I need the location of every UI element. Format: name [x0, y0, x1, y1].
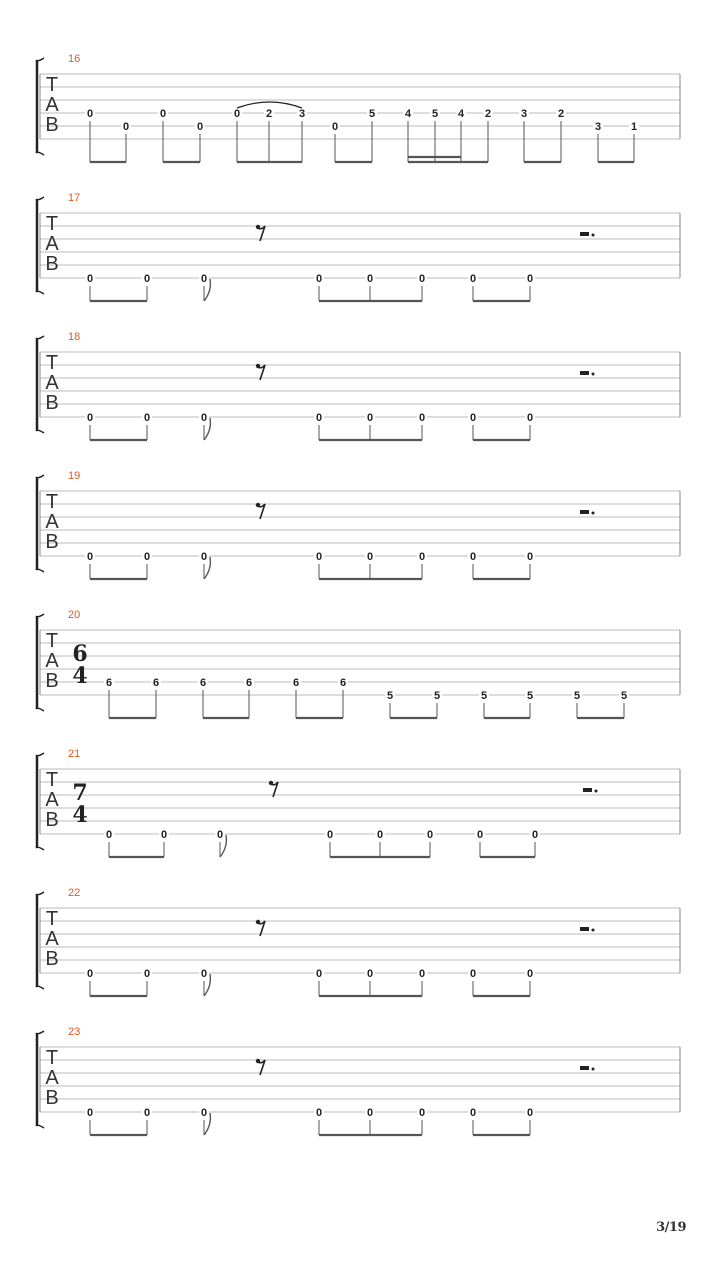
bracket-top-hook — [36, 197, 44, 200]
fret-number: 0 — [366, 273, 374, 285]
fret-number: 0 — [315, 273, 323, 285]
fret-number: 6 — [105, 677, 113, 689]
bracket-bottom-hook — [36, 708, 44, 711]
fret-number: 0 — [86, 551, 94, 563]
tab-clef-letter: T — [45, 1047, 59, 1069]
fret-number: 5 — [368, 108, 376, 120]
fret-number: 0 — [526, 1107, 534, 1119]
fret-number: 5 — [573, 690, 581, 702]
tab-clef-letter: B — [45, 392, 59, 414]
tab-clef-letter: T — [45, 630, 59, 652]
fret-number: 6 — [292, 677, 300, 689]
fret-number: 5 — [620, 690, 628, 702]
rest-dot — [592, 1068, 595, 1071]
fret-number: 0 — [376, 829, 384, 841]
tab-clef-letter: A — [45, 94, 59, 116]
tab-clef-letter: B — [45, 253, 59, 275]
fret-number: 0 — [160, 829, 168, 841]
tab-clef-letter: A — [45, 650, 59, 672]
measure-number: 21 — [68, 748, 81, 760]
fret-number: 0 — [418, 968, 426, 980]
bracket-top-hook — [36, 475, 44, 478]
fret-number: 0 — [143, 551, 151, 563]
fret-number: 0 — [159, 108, 167, 120]
bracket-bottom-hook — [36, 1125, 44, 1128]
bracket-top-hook — [36, 892, 44, 895]
rest-dot — [592, 234, 595, 237]
fret-number: 2 — [484, 108, 492, 120]
bracket-bottom-hook — [36, 430, 44, 433]
tab-clef-letter: A — [45, 233, 59, 255]
fret-number: 0 — [315, 551, 323, 563]
fret-number: 0 — [315, 1107, 323, 1119]
eighth-rest-dot — [269, 781, 273, 785]
tab-clef-letter: A — [45, 789, 59, 811]
eighth-rest-dot — [256, 1059, 260, 1063]
fret-number: 0 — [366, 551, 374, 563]
bracket-bottom-hook — [36, 569, 44, 572]
tab-clef-letter: B — [45, 531, 59, 553]
fret-number: 0 — [122, 121, 130, 133]
eighth-rest-dot — [256, 503, 260, 507]
time-signature-top: 7 — [72, 780, 88, 806]
tab-clef-letter: B — [45, 809, 59, 831]
fret-number: 2 — [557, 108, 565, 120]
fret-number: 0 — [315, 412, 323, 424]
fret-number: 0 — [476, 829, 484, 841]
fret-number: 0 — [200, 412, 208, 424]
rest-dot — [592, 512, 595, 515]
fret-number: 0 — [143, 1107, 151, 1119]
fret-number: 0 — [216, 829, 224, 841]
half-rest — [580, 371, 589, 375]
fret-number: 4 — [404, 108, 412, 120]
tab-clef-letter: A — [45, 372, 59, 394]
fret-number: 0 — [143, 968, 151, 980]
fret-number: 0 — [196, 121, 204, 133]
fret-number: 0 — [366, 1107, 374, 1119]
fret-number: 0 — [143, 273, 151, 285]
measure-number: 17 — [68, 192, 81, 204]
fret-number: 0 — [233, 108, 241, 120]
eighth-rest-dot — [256, 364, 260, 368]
fret-number: 5 — [431, 108, 439, 120]
fret-number: 0 — [143, 412, 151, 424]
fret-number: 0 — [366, 412, 374, 424]
tab-clef-letter: B — [45, 1087, 59, 1109]
measure-number: 22 — [68, 887, 81, 899]
fret-number: 1 — [630, 121, 638, 133]
tab-system-20 — [36, 609, 680, 718]
fret-number: 0 — [469, 968, 477, 980]
measure-number: 19 — [68, 470, 81, 482]
fret-number: 6 — [199, 677, 207, 689]
measure-number: 18 — [68, 331, 81, 343]
tab-clef-letter: T — [45, 769, 59, 791]
time-signature-bottom: 4 — [72, 663, 88, 689]
tab-clef-letter: T — [45, 908, 59, 930]
fret-number: 0 — [469, 273, 477, 285]
fret-number: 6 — [152, 677, 160, 689]
tab-system-19 — [36, 470, 680, 579]
fret-number: 3 — [520, 108, 528, 120]
fret-number: 0 — [200, 273, 208, 285]
tab-system-21 — [36, 748, 680, 857]
fret-number: 0 — [526, 273, 534, 285]
fret-number: 0 — [86, 273, 94, 285]
tab-clef-letter: T — [45, 213, 59, 235]
half-rest — [583, 788, 592, 792]
fret-number: 0 — [200, 968, 208, 980]
bracket-bottom-hook — [36, 847, 44, 850]
fret-number: 0 — [86, 412, 94, 424]
tab-clef-letter: B — [45, 114, 59, 136]
bracket-bottom-hook — [36, 986, 44, 989]
fret-number: 0 — [105, 829, 113, 841]
measure-number: 20 — [68, 609, 81, 621]
fret-number: 0 — [86, 1107, 94, 1119]
fret-number: 5 — [386, 690, 394, 702]
measure-number: 16 — [68, 53, 81, 65]
fret-number: 0 — [331, 121, 339, 133]
fret-number: 0 — [526, 968, 534, 980]
fret-number: 0 — [469, 551, 477, 563]
eighth-rest-dot — [256, 920, 260, 924]
tab-clef-letter: B — [45, 670, 59, 692]
fret-number: 3 — [298, 108, 306, 120]
rest-dot — [595, 790, 598, 793]
fret-number: 0 — [469, 1107, 477, 1119]
tab-clef-letter: T — [45, 74, 59, 96]
fret-number: 6 — [245, 677, 253, 689]
bracket-bottom-hook — [36, 152, 44, 155]
page-number: 3/19 — [656, 1220, 686, 1235]
half-rest — [580, 1066, 589, 1070]
rest-dot — [592, 373, 595, 376]
fret-number: 0 — [86, 108, 94, 120]
bracket-bottom-hook — [36, 291, 44, 294]
tab-clef-letter: T — [45, 352, 59, 374]
fret-number: 0 — [526, 412, 534, 424]
fret-number: 0 — [326, 829, 334, 841]
bracket-top-hook — [36, 336, 44, 339]
fret-number: 5 — [480, 690, 488, 702]
bracket-top-hook — [36, 753, 44, 756]
time-signature-top: 6 — [72, 641, 88, 667]
fret-number: 0 — [418, 273, 426, 285]
fret-number: 0 — [418, 1107, 426, 1119]
tab-system-18 — [36, 331, 680, 440]
bracket-top-hook — [36, 1031, 44, 1034]
eighth-rest-dot — [256, 225, 260, 229]
fret-number: 3 — [594, 121, 602, 133]
tab-system-22 — [36, 887, 680, 996]
tab-clef-letter: A — [45, 511, 59, 533]
fret-number: 0 — [531, 829, 539, 841]
tab-clef-letter: A — [45, 1067, 59, 1089]
fret-number: 5 — [526, 690, 534, 702]
rest-dot — [592, 929, 595, 932]
tab-system-23 — [36, 1026, 680, 1135]
fret-number: 0 — [426, 829, 434, 841]
fret-number: 0 — [366, 968, 374, 980]
fret-number: 6 — [339, 677, 347, 689]
fret-number: 0 — [86, 968, 94, 980]
fret-number: 0 — [469, 412, 477, 424]
fret-number: 0 — [418, 551, 426, 563]
half-rest — [580, 510, 589, 514]
measure-number: 23 — [68, 1026, 81, 1038]
time-signature-bottom: 4 — [72, 802, 88, 828]
fret-number: 0 — [315, 968, 323, 980]
tab-system-16 — [36, 53, 680, 162]
fret-number: 0 — [418, 412, 426, 424]
bracket-top-hook — [36, 58, 44, 61]
tab-clef-letter: T — [45, 491, 59, 513]
fret-number: 5 — [433, 690, 441, 702]
fret-number: 4 — [457, 108, 465, 120]
half-rest — [580, 232, 589, 236]
tab-clef-letter: A — [45, 928, 59, 950]
half-rest — [580, 927, 589, 931]
fret-number: 0 — [200, 551, 208, 563]
tab-clef-letter: B — [45, 948, 59, 970]
bracket-top-hook — [36, 614, 44, 617]
fret-number: 0 — [526, 551, 534, 563]
tab-system-17 — [36, 192, 680, 301]
fret-number: 0 — [200, 1107, 208, 1119]
fret-number: 2 — [265, 108, 273, 120]
